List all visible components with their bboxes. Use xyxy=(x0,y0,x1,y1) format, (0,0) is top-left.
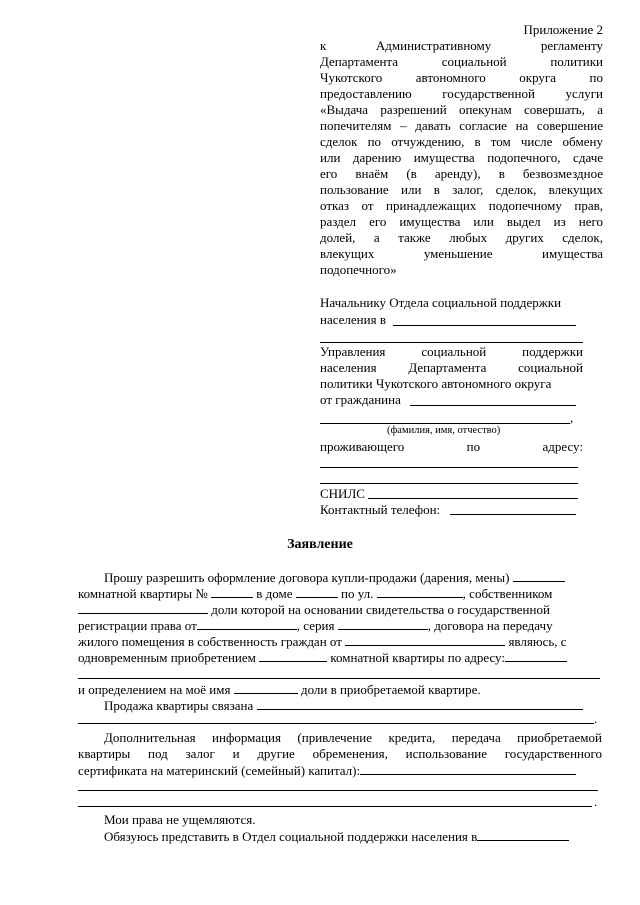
owner-field[interactable] xyxy=(78,601,208,614)
addressee-line3: Управления социальной поддержки xyxy=(320,344,583,359)
body-text: , договора на передачу xyxy=(427,618,553,633)
additional-info-field[interactable] xyxy=(360,762,576,775)
addressee-line5: политики Чукотского автономного округа xyxy=(320,376,552,391)
dept-field-line[interactable] xyxy=(393,325,576,326)
body-text: жилого помещения в собственность граждан от xyxy=(78,634,342,649)
applicant-name-line-2[interactable] xyxy=(320,423,570,424)
apartment-number-field[interactable] xyxy=(211,585,253,598)
addressee-line1: Начальнику Отдела социальной поддержки xyxy=(320,295,562,310)
body-text: комнатной квартиры № xyxy=(78,586,208,601)
body-line xyxy=(104,569,602,585)
street-field[interactable] xyxy=(377,585,463,598)
fio-hint: (фамилия, имя, отчество) xyxy=(387,425,501,436)
body-line xyxy=(78,681,602,697)
body-text: Обязуюсь представить в Отдел социальной поддержки населения в xyxy=(104,829,478,844)
document-heading: Заявление xyxy=(287,537,353,552)
house-field[interactable] xyxy=(296,585,338,598)
series-field[interactable] xyxy=(338,617,428,630)
period: . xyxy=(594,794,598,809)
annex-line: попечителям – давать согласие на совершение xyxy=(320,118,603,133)
additional-info-line-2[interactable] xyxy=(78,806,592,807)
transfer-date-field[interactable] xyxy=(345,633,505,646)
blank-field[interactable] xyxy=(513,569,565,582)
residing-label: проживающего по адресу: xyxy=(320,439,583,454)
body-text: комнатной квартиры по адресу: xyxy=(330,650,505,665)
body-text: в доме xyxy=(256,586,293,601)
annex-line: раздел его имущества или выдел из него xyxy=(320,214,603,229)
body-line xyxy=(78,633,602,649)
snils-label: СНИЛС xyxy=(320,486,365,501)
new-address-field[interactable] xyxy=(505,649,567,662)
period: . xyxy=(594,711,598,726)
rooms-field[interactable] xyxy=(259,649,327,662)
body-line xyxy=(78,649,602,665)
body-line xyxy=(104,697,602,713)
comma: , xyxy=(570,410,574,425)
body-line: квартиры под залог и другие обременения, использование государственного xyxy=(78,746,602,761)
annex-title: Приложение 2 xyxy=(523,22,603,37)
body-text: являюсь, с xyxy=(508,634,567,649)
body-text: регистрации права от xyxy=(78,618,197,633)
new-address-line[interactable] xyxy=(78,678,600,679)
body-text: Прошу разрешить оформление договора купли-продажи (дарения, мены) xyxy=(104,570,510,585)
annex-line: Департамента социальной политики xyxy=(320,54,603,69)
body-line xyxy=(104,828,602,844)
annex-line: долей, а также любых других сделок, xyxy=(320,230,603,245)
body-line xyxy=(78,617,602,633)
body-text: доли которой на основании свидетельства о государственной xyxy=(211,602,550,617)
annex-line: пользование или в залог, сделок, влекущих xyxy=(320,182,603,197)
annex-line: его внаём (в аренду), в безвозмездное xyxy=(320,166,603,181)
body-text: доли в приобретаемой квартире. xyxy=(300,682,481,697)
body-text: , собственником xyxy=(462,586,553,601)
additional-info-line[interactable] xyxy=(78,790,598,791)
annex-line: или дарению имущества подопечного, сдаче xyxy=(320,150,603,165)
annex-line: сделок по отчуждению, в том числе обмену xyxy=(320,134,603,149)
body-text: и определением на моё имя xyxy=(78,682,231,697)
body-text: , серия xyxy=(296,618,335,633)
annex-line: «Выдача разрешений опекунам совершать, а xyxy=(320,102,603,117)
annex-text xyxy=(320,38,603,278)
addressee-line4: населения Департамента социальной xyxy=(320,360,583,375)
annex-line: влекущих уменьшение имущества xyxy=(320,246,603,261)
body-text: Продажа квартиры связана xyxy=(104,698,254,713)
body-line: Дополнительная информация (привлечение кредита, передача приобретаемой xyxy=(104,730,602,745)
phone-field-line[interactable] xyxy=(450,514,576,515)
body-text: одновременным приобретением xyxy=(78,650,256,665)
share-field[interactable] xyxy=(234,681,298,694)
body-line: Мои права не ущемляются. xyxy=(104,812,256,827)
reason-field[interactable] xyxy=(257,697,583,710)
annex-line: предоставлению государственной услуги xyxy=(320,86,603,101)
annex-line: Чукотского автономного округа по xyxy=(320,70,603,85)
address-line-1[interactable] xyxy=(320,467,578,468)
body-text: сертификата на материнский (семейный) капитал): xyxy=(78,763,361,778)
body-line xyxy=(78,601,602,617)
annex-line: отказ от принадлежащих подопечному прав, xyxy=(320,198,603,213)
applicant-name-line[interactable] xyxy=(410,405,576,406)
annex-line: подопечного» xyxy=(320,262,397,277)
phone-label: Контактный телефон: xyxy=(320,502,441,517)
address-line-2[interactable] xyxy=(320,483,578,484)
body-text: по ул. xyxy=(341,586,374,601)
from-label: от гражданина xyxy=(320,392,401,407)
addressee-line2: населения в xyxy=(320,312,386,327)
annex-line: к Административному регламенту xyxy=(320,38,603,53)
registration-date-field[interactable] xyxy=(197,617,297,630)
body-line xyxy=(78,762,602,778)
dept-field-line-2[interactable] xyxy=(320,342,583,343)
department-field[interactable] xyxy=(477,828,569,841)
snils-field-line[interactable] xyxy=(368,498,578,499)
reason-line[interactable] xyxy=(78,723,594,724)
body-line xyxy=(78,585,602,601)
